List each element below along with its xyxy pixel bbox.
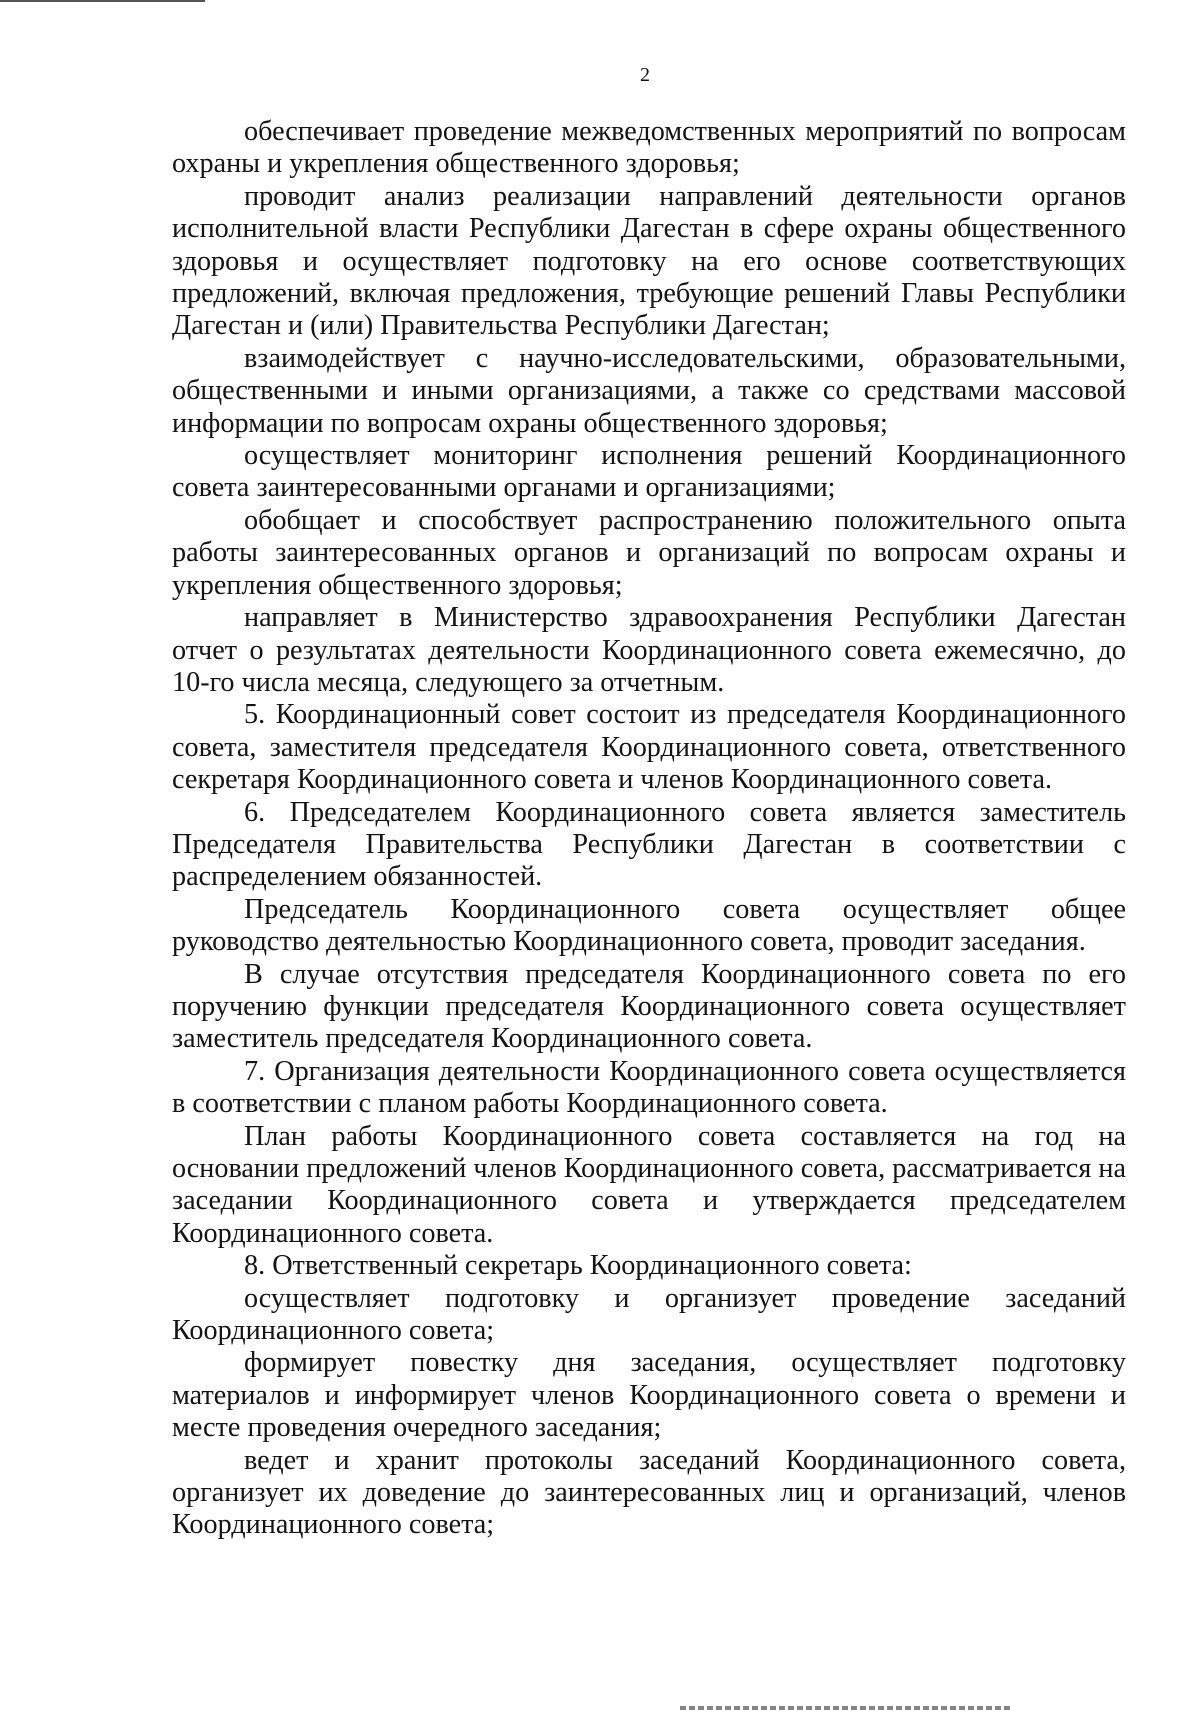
paragraph: направляет в Министерство здравоохранения Республики Дагестан отчет о результатах деятельности Координационного совета ежемесячно, до 10-го числа месяца, следующего за отчетным. — [172, 602, 1126, 698]
paragraph: обеспечивает проведение межведомственных мероприятий по вопросам охраны и укрепления общественного здоровья; — [172, 116, 1126, 180]
paragraph: В случае отсутствия председателя Координационного совета по его поручению функции председателя Координационного совета осуществляет заместитель председателя Координационного совета. — [172, 958, 1126, 1055]
paragraph: формирует повестку дня заседания, осуществляет подготовку материалов и информирует членов Координационного совета о времени и месте проведения очередного заседания; — [172, 1347, 1126, 1444]
paragraph: План работы Координационного совета составляется на год на основании предложений членов Координационного совета, рассматривается на заседании Координационного совета и утверждается председателем Координационного совета. — [172, 1120, 1126, 1249]
paragraph: 5. Координационный совет состоит из председателя Координационного совета, заместителя председателя Координационного совета, ответственного секретаря Координационного совета и членов Координационного совета. — [172, 699, 1126, 796]
page-number: 2 — [640, 64, 650, 86]
paragraph: 8. Ответственный секретарь Координационного совета: — [244, 1250, 912, 1282]
paragraph: взаимодействует с научно-исследовательскими, образовательными, общественными и иными организациями, а также со средствами массовой информации по вопросам охраны общественного здоровья; — [172, 342, 1126, 439]
paragraph: ведет и хранит протоколы заседаний Координационного совета, организует их доведение до заинтересованных лиц и организаций, членов Координационного совета; — [172, 1444, 1126, 1541]
paragraph: проводит анализ реализации направлений деятельности органов исполнительной власти Республики Дагестан в сфере охраны общественного здоровья и осуществляет подготовку на его основе соответствующих предложений, включая предложения, требующие решений Главы Республики Дагестан и (или) Правительства Республики Дагестан; — [172, 180, 1126, 342]
paragraph: 7. Организация деятельности Координационного совета осуществляется в соответствии с планом работы Координационного совета. — [172, 1055, 1126, 1120]
paragraph: осуществляет подготовку и организует проведение заседаний Координационного совета; — [172, 1282, 1126, 1347]
document-body — [172, 116, 1126, 1542]
paragraph: Председатель Координационного совета осуществляет общее руководство деятельностью Координационного совета, проводит заседания. — [172, 893, 1126, 958]
paragraph: осуществляет мониторинг исполнения решений Координационного совета заинтересованными органами и организациями; — [172, 440, 1126, 504]
paragraph: 6. Председателем Координационного совета является заместитель Председателя Правительства Республики Дагестан в соответствии с распределением обязанностей. — [172, 796, 1126, 893]
paragraph: обобщает и способствует распространению положительного опыта работы заинтересованных органов и организаций по вопросам охраны и укрепления общественного здоровья; — [172, 504, 1126, 601]
scan-edge-mark — [680, 1706, 1010, 1710]
scan-edge-mark — [0, 0, 205, 2]
